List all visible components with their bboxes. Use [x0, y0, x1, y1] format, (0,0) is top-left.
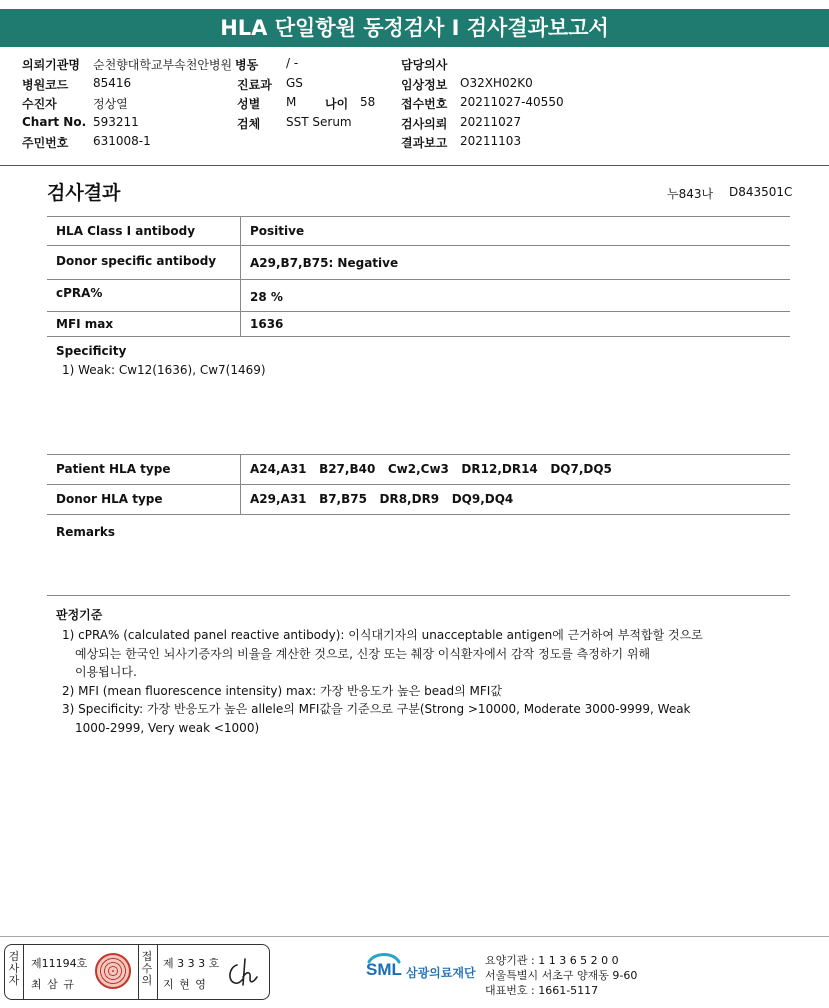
institution-label: 의뢰기관명	[22, 58, 80, 72]
tester-name: 최 삼 규	[31, 978, 75, 991]
verifier-license: 제 3 3 3 호	[163, 957, 220, 970]
hla-key: Patient HLA type	[47, 455, 241, 484]
result-value: 1636	[250, 316, 284, 331]
doctor-label: 담당의사	[401, 58, 448, 72]
sex-label: 성별	[237, 97, 261, 111]
criteria-label: 판정기준	[56, 608, 103, 622]
table-row	[47, 217, 790, 245]
criteria-list	[62, 626, 782, 737]
table-row	[47, 484, 790, 514]
criteria-line: 1000-2999, Very weak <1000)	[75, 720, 260, 735]
table-row	[47, 455, 790, 484]
id-label: 주민번호	[22, 136, 69, 150]
result-value: A29,B7,B75: Negative	[250, 255, 399, 270]
specificity-label: Specificity	[56, 344, 127, 358]
code-1: 누843나	[667, 187, 714, 201]
header-info	[0, 0, 829, 165]
criteria-line: 2) MFI (mean fluorescence intensity) max: 가장 반응도가 높은 bead의 MFI값	[62, 683, 502, 698]
ward-label: 병동	[235, 58, 259, 72]
chart-label: Chart No.	[22, 115, 87, 129]
hospital-code-label: 병원코드	[22, 78, 69, 92]
hla-table	[47, 455, 790, 515]
chart-value: 593211	[93, 115, 139, 129]
clinical-info-label: 임상정보	[401, 78, 448, 92]
hla-value: A29,A31 B7,B75 DR8,DR9 DQ9,DQ4	[250, 492, 514, 506]
org-address: 서울특별시 서초구 양재동 9-60	[485, 969, 638, 982]
criteria-line: 이용됩니다.	[75, 665, 137, 679]
criteria-line: 예상되는 한국인 뇌사기증자의 비율을 계산한 것으로, 신장 또는 췌장 이식환자에서 감작 정도를 측정하기 위해	[75, 646, 651, 661]
id-value: 631008-1	[93, 134, 151, 148]
results-table	[47, 217, 790, 337]
result-value: 28 %	[250, 289, 283, 304]
specificity-text: 1) Weak: Cw12(1636), Cw7(1469)	[62, 363, 266, 377]
specimen-value: SST Serum	[286, 115, 352, 129]
clinical-info-value: O32XH02K0	[460, 76, 533, 90]
result-value: Positive	[250, 223, 305, 238]
hla-value: A24,A31 B27,B40 Cw2,Cw3 DR12,DR14 DQ7,DQ5	[250, 462, 612, 477]
org-name: 삼광의료재단	[406, 966, 476, 980]
signature-separator	[23, 945, 24, 999]
code-2: D843501C	[729, 185, 793, 199]
table-row	[47, 311, 790, 336]
table-row	[47, 279, 790, 311]
hospital-code-value: 85416	[93, 76, 132, 90]
age-value: 58	[360, 95, 376, 109]
signature-separator	[138, 945, 139, 999]
receipt-label: 접수번호	[401, 97, 448, 111]
dept-label: 진료과	[237, 78, 272, 92]
handwritten-signature-icon	[223, 953, 263, 991]
specimen-label: 검체	[237, 117, 261, 131]
signature-box	[4, 944, 270, 1000]
receipt-value: 20211027-40550	[460, 95, 564, 109]
signature-separator	[157, 945, 158, 999]
criteria-line: 1) cPRA% (calculated panel reactive antibody): 이식대기자의 unacceptable antigen에 근거하여 부적합할 것으로	[62, 628, 703, 642]
tester-label: 검사자	[8, 950, 20, 987]
seal-stamp-icon	[95, 953, 131, 989]
request-date-value: 20211027	[460, 115, 522, 129]
hla-key: Donor HLA type	[47, 484, 241, 514]
age-label: 나이	[325, 97, 349, 111]
result-key: HLA Class I antibody	[47, 217, 241, 245]
verifier-label: 접수의	[141, 950, 153, 987]
criteria-top-rule	[47, 595, 790, 596]
dept-value: GS	[286, 76, 303, 90]
footer-divider	[0, 936, 829, 937]
section-title: 검사결과	[47, 182, 121, 204]
remarks-label: Remarks	[56, 525, 116, 539]
table-row	[47, 245, 790, 279]
result-key: MFI max	[47, 311, 241, 336]
verifier-name: 지 현 영	[163, 978, 207, 991]
logo-text: SML	[366, 960, 402, 979]
request-date-label: 검사의뢰	[401, 117, 448, 131]
tester-license: 제11194호	[31, 957, 88, 970]
criteria-line: 3) Specificity: 가장 반응도가 높은 allele의 MFI값을 기준으로 구분(Strong >10000, Moderate 3000-9999, Weak	[62, 702, 691, 716]
header-divider	[0, 165, 829, 166]
report-date-value: 20211103	[460, 134, 522, 148]
patient-value: 정상열	[93, 97, 128, 111]
ward-value: / -	[286, 56, 299, 70]
report-title: HLA 단일항원 동정검사 I 검사결과보고서	[0, 9, 829, 47]
patient-label: 수진자	[22, 97, 57, 111]
result-key: Donor specific antibody	[47, 245, 241, 279]
org-code: 요양기관 : 1 1 3 6 5 2 0 0	[485, 954, 619, 967]
report-date-label: 결과보고	[401, 136, 448, 150]
sex-value: M	[286, 95, 297, 109]
sml-logo-icon	[366, 950, 402, 982]
result-key: cPRA%	[47, 279, 241, 311]
org-phone: 대표번호 : 1661-5117	[485, 984, 599, 997]
institution-value: 순천향대학교부속천안병원	[93, 58, 233, 72]
